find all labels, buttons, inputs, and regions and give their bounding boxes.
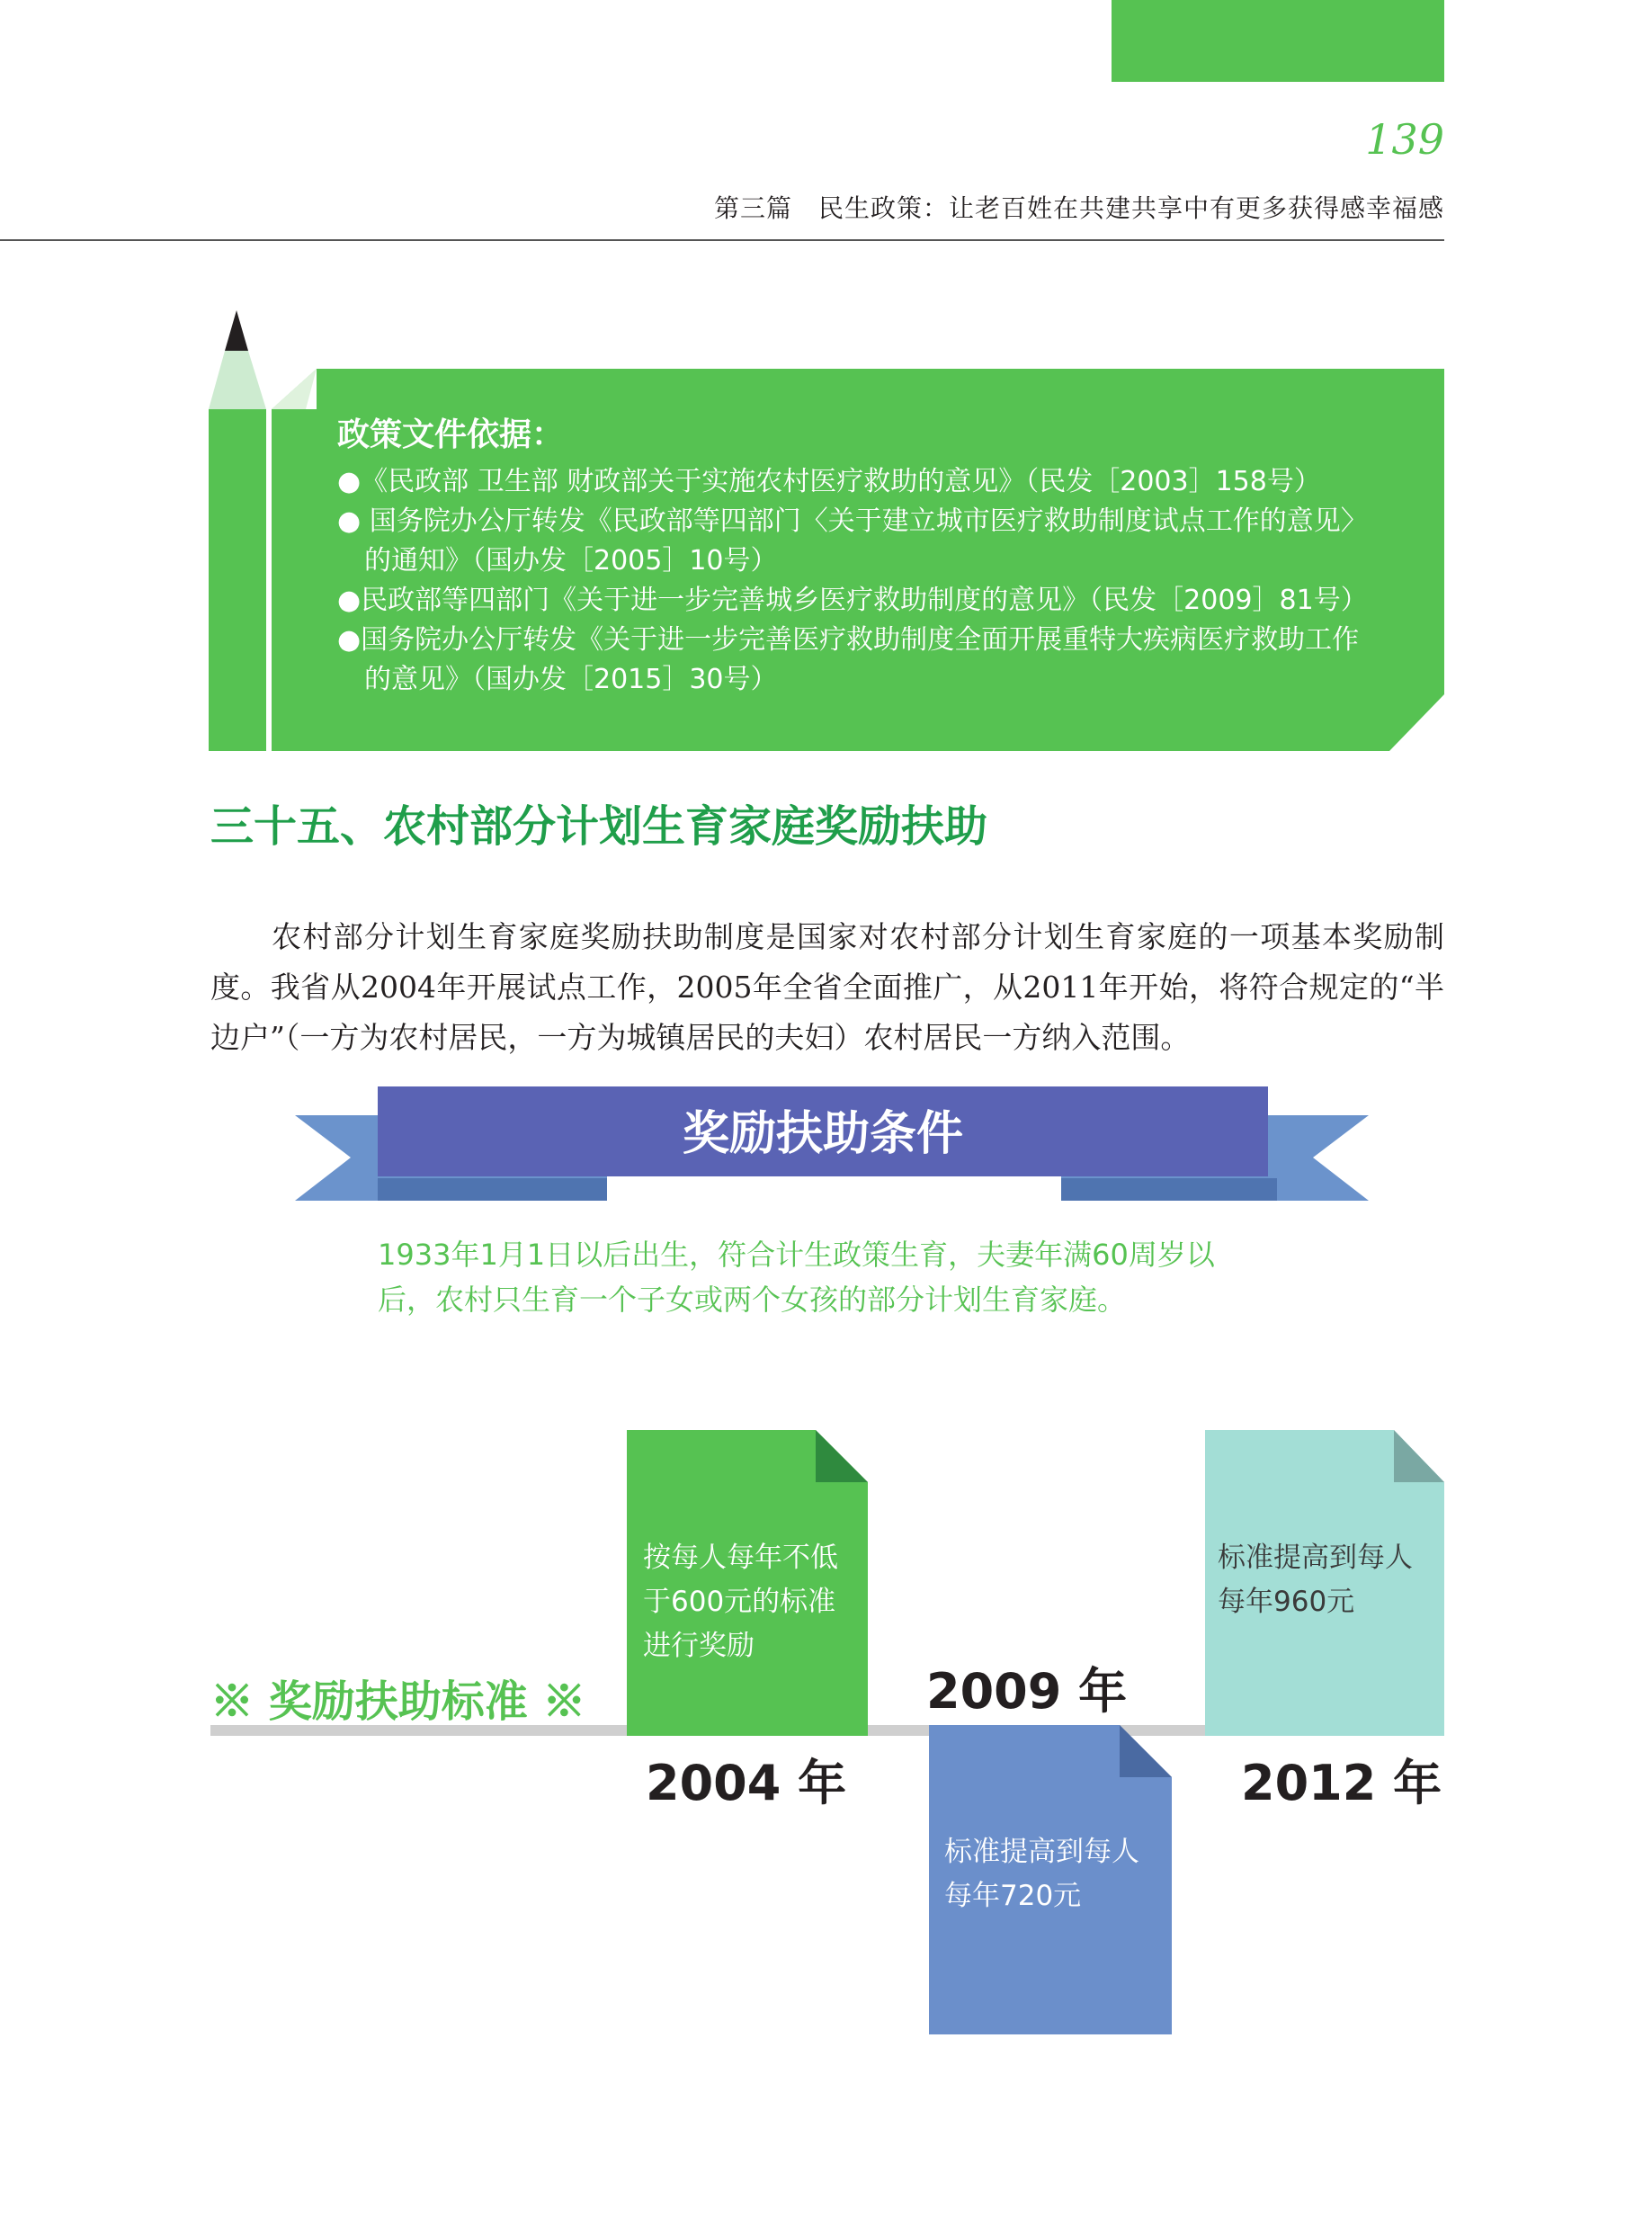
year-label-2004: 2004 年 [646, 1755, 847, 1811]
conditions-line: 后，农村只生育一个子女或两个女孩的部分计划生育家庭。 [378, 1283, 1127, 1317]
card-line: 标准提高到每人 [944, 1836, 1139, 1868]
policy-item-line: ●国务院办公厅转发《关于进一步完善医疗救助制度全面开展重特大疾病医疗救助工作 [337, 624, 1360, 656]
intro-paragraph: 农村部分计划生育家庭奖励扶助制度是国家对农村部分计划生育家庭的一项基本奖励制度。我省从2004年开展试点工作，2005年全省全面推广，从2011年开始，将符合规定的“半边户”（一方为农村居民，一方为城镇居民的夫妇）农村居民一方纳入范围。 [210, 919, 1444, 1055]
year-label-2009: 2009 年 [926, 1663, 1128, 1720]
section-title: 三十五、农村部分计划生育家庭奖励扶助 [210, 801, 988, 852]
policy-item [337, 581, 1398, 621]
pencil-body-icon [209, 409, 266, 751]
policy-item-line-cont: 的意见》（国办发［2015］30号） [364, 664, 778, 695]
policy-item [337, 621, 1398, 700]
header-tab [1112, 0, 1444, 82]
card-2009-text [944, 1830, 1160, 1918]
timeline-label: ※ 奖励扶助标准 ※ [210, 1676, 586, 1727]
card-line: 标准提高到每人 [1218, 1542, 1413, 1574]
policy-title: 政策文件依据： [337, 416, 565, 453]
card-line: 每年720元 [944, 1880, 1082, 1912]
policy-item [337, 462, 1398, 502]
policy-content [337, 409, 1398, 700]
card-2012-text [1218, 1536, 1433, 1624]
policy-item-line: ● 国务院办公厅转发《民政部等四部门〈关于建立城市医疗救助制度试点工作的意见〉 [337, 505, 1368, 537]
pencil-wood-icon [209, 351, 266, 409]
conditions-line: 1933年1月1日以后出生，符合计生政策生育，夫妻年满60周岁以 [378, 1238, 1215, 1272]
timeline-graphic [0, 1421, 1652, 2051]
banner-title: 奖励扶助条件 [682, 1106, 963, 1161]
policy-item-line: ●《民政部 卫生部 财政部关于实施农村医疗救助的意见》（民发［2003］158号） [337, 466, 1321, 497]
page-number: 139 [1365, 115, 1444, 164]
card-line: 进行奖励 [643, 1630, 755, 1662]
header-divider [0, 239, 1444, 241]
policy-item [337, 502, 1398, 581]
card-line: 于600元的标准 [643, 1586, 836, 1618]
card-line: 按每人每年不低 [643, 1542, 838, 1574]
running-header: 第三篇 民生政策：让老百姓在共建共享中有更多获得感幸福感 [713, 193, 1444, 223]
pencil-tip-icon [225, 310, 248, 351]
policy-item-line: ●民政部等四部门《关于进一步完善城乡医疗救助制度的意见》（民发［2009］81号） [337, 585, 1368, 616]
card-2004-text [643, 1536, 859, 1668]
policy-item-line-cont: 的通知》（国办发［2005］10号） [364, 545, 778, 577]
card-line: 每年960元 [1218, 1586, 1355, 1618]
conditions-text [378, 1232, 1277, 1322]
year-label-2012: 2012 年 [1241, 1755, 1442, 1811]
